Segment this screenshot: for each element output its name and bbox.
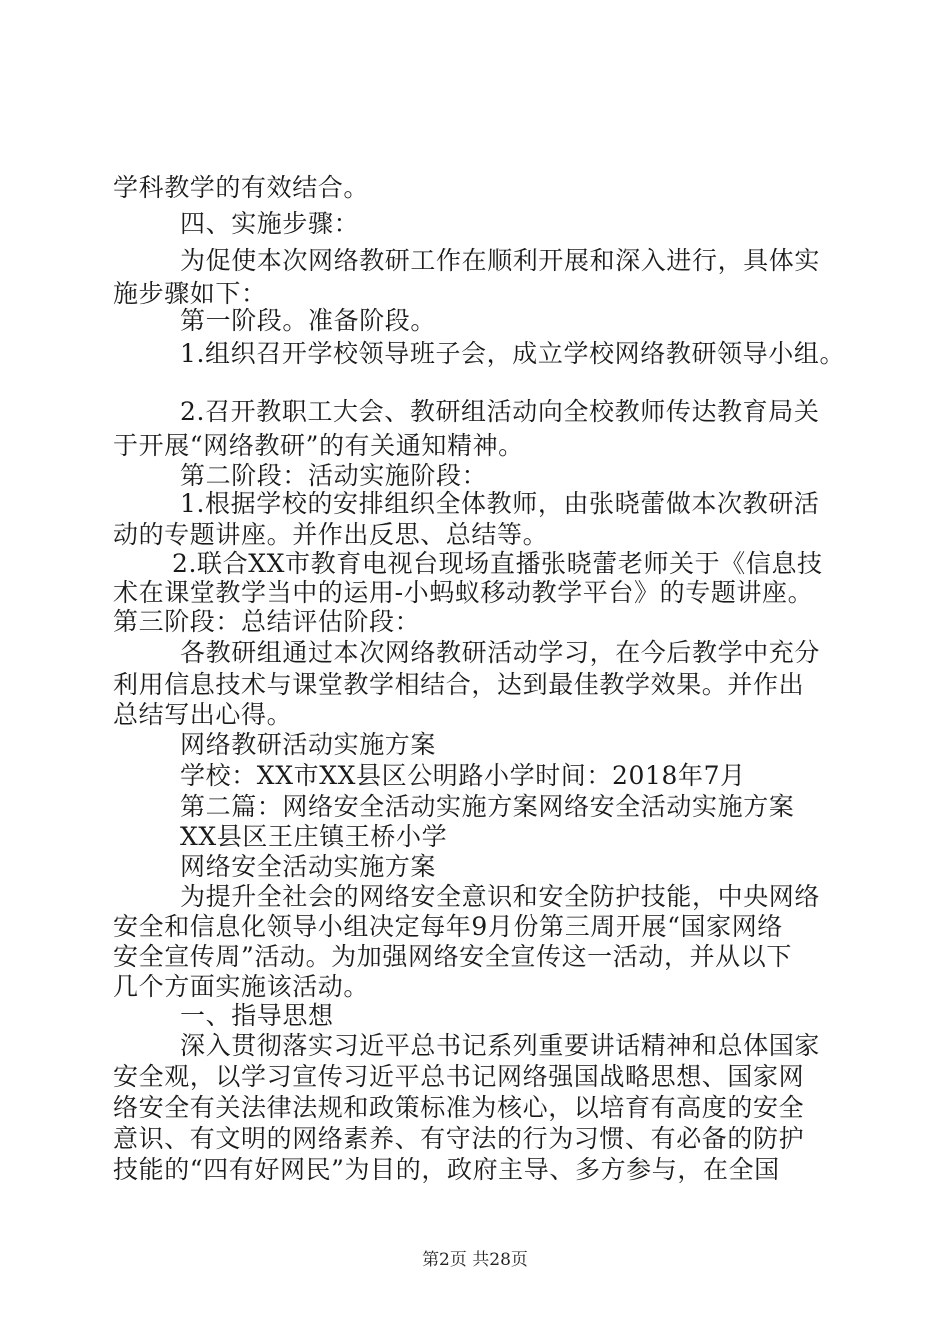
- text-line: 2.召开教职工大会、教研组活动向全校教师传达教育局关: [180, 397, 820, 426]
- page-number-footer: 第2页 共28页: [422, 1250, 528, 1270]
- text-line: 安全宣传周”活动。为加强网络安全宣传这一活动，并从以下: [113, 942, 792, 971]
- text-line: 动的专题讲座。并作出反思、总结等。: [113, 520, 549, 549]
- text-line: 网络教研活动实施方案: [180, 730, 437, 759]
- text-line: 安全观，以学习宣传习近平总书记网络强国战略思想、国家网: [113, 1062, 805, 1091]
- section-heading: 一、指导思想: [180, 1001, 334, 1030]
- section-heading: 第三阶段：总结评估阶段：: [113, 607, 421, 636]
- text-line: 安全和信息化领导小组决定每年9月份第三周开展“国家网络: [113, 912, 783, 941]
- text-line: XX县区王庄镇王桥小学: [180, 822, 448, 851]
- text-line: 2.联合XX市教育电视台现场直播张晓蕾老师关于《信息技: [172, 549, 823, 578]
- text-line: 第一阶段。准备阶段。: [180, 306, 437, 335]
- text-line: 施步骤如下：: [113, 279, 267, 308]
- text-line: 1.根据学校的安排组织全体教师，由张晓蕾做本次教研活: [180, 489, 820, 518]
- section-heading: 四、实施步骤：: [180, 209, 360, 238]
- text-line: 网络安全活动实施方案: [180, 852, 437, 881]
- text-line: 术在课堂教学当中的运用-小蚂蚁移动教学平台》的专题讲座。: [113, 578, 814, 607]
- text-line: 几个方面实施该活动。: [113, 972, 370, 1001]
- text-line: 为促使本次网络教研工作在顺利开展和深入进行，具体实: [180, 246, 821, 275]
- text-line: 1.组织召开学校领导班子会，成立学校网络教研领导小组。: [180, 339, 846, 368]
- text-line: 利用信息技术与课堂教学相结合，达到最佳教学效果。并作出: [113, 670, 805, 699]
- text-line: 意识、有文明的网络素养、有守法的行为习惯、有必备的防护: [113, 1124, 805, 1153]
- text-line: 于开展“网络教研”的有关通知精神。: [113, 431, 524, 460]
- text-line: 第二阶段：活动实施阶段：: [180, 461, 488, 490]
- text-line: 学科教学的有效结合。: [113, 173, 370, 202]
- text-line: 第二篇：网络安全活动实施方案网络安全活动实施方案: [180, 792, 795, 821]
- text-line: 为提升全社会的网络安全意识和安全防护技能，中央网络: [180, 882, 821, 911]
- text-line: 总结写出心得。: [113, 700, 293, 729]
- text-line: 各教研组通过本次网络教研活动学习，在今后教学中充分: [180, 638, 821, 667]
- text-line: 深入贯彻落实习近平总书记系列重要讲话精神和总体国家: [180, 1031, 821, 1060]
- text-line: 络安全有关法律法规和政策标准为核心，以培育有高度的安全: [113, 1093, 805, 1122]
- text-line: 学校：XX市XX县区公明路小学时间：2018年7月: [180, 761, 746, 790]
- text-line: 技能的“四有好网民”为目的，政府主导、多方参与，在全国: [113, 1155, 780, 1184]
